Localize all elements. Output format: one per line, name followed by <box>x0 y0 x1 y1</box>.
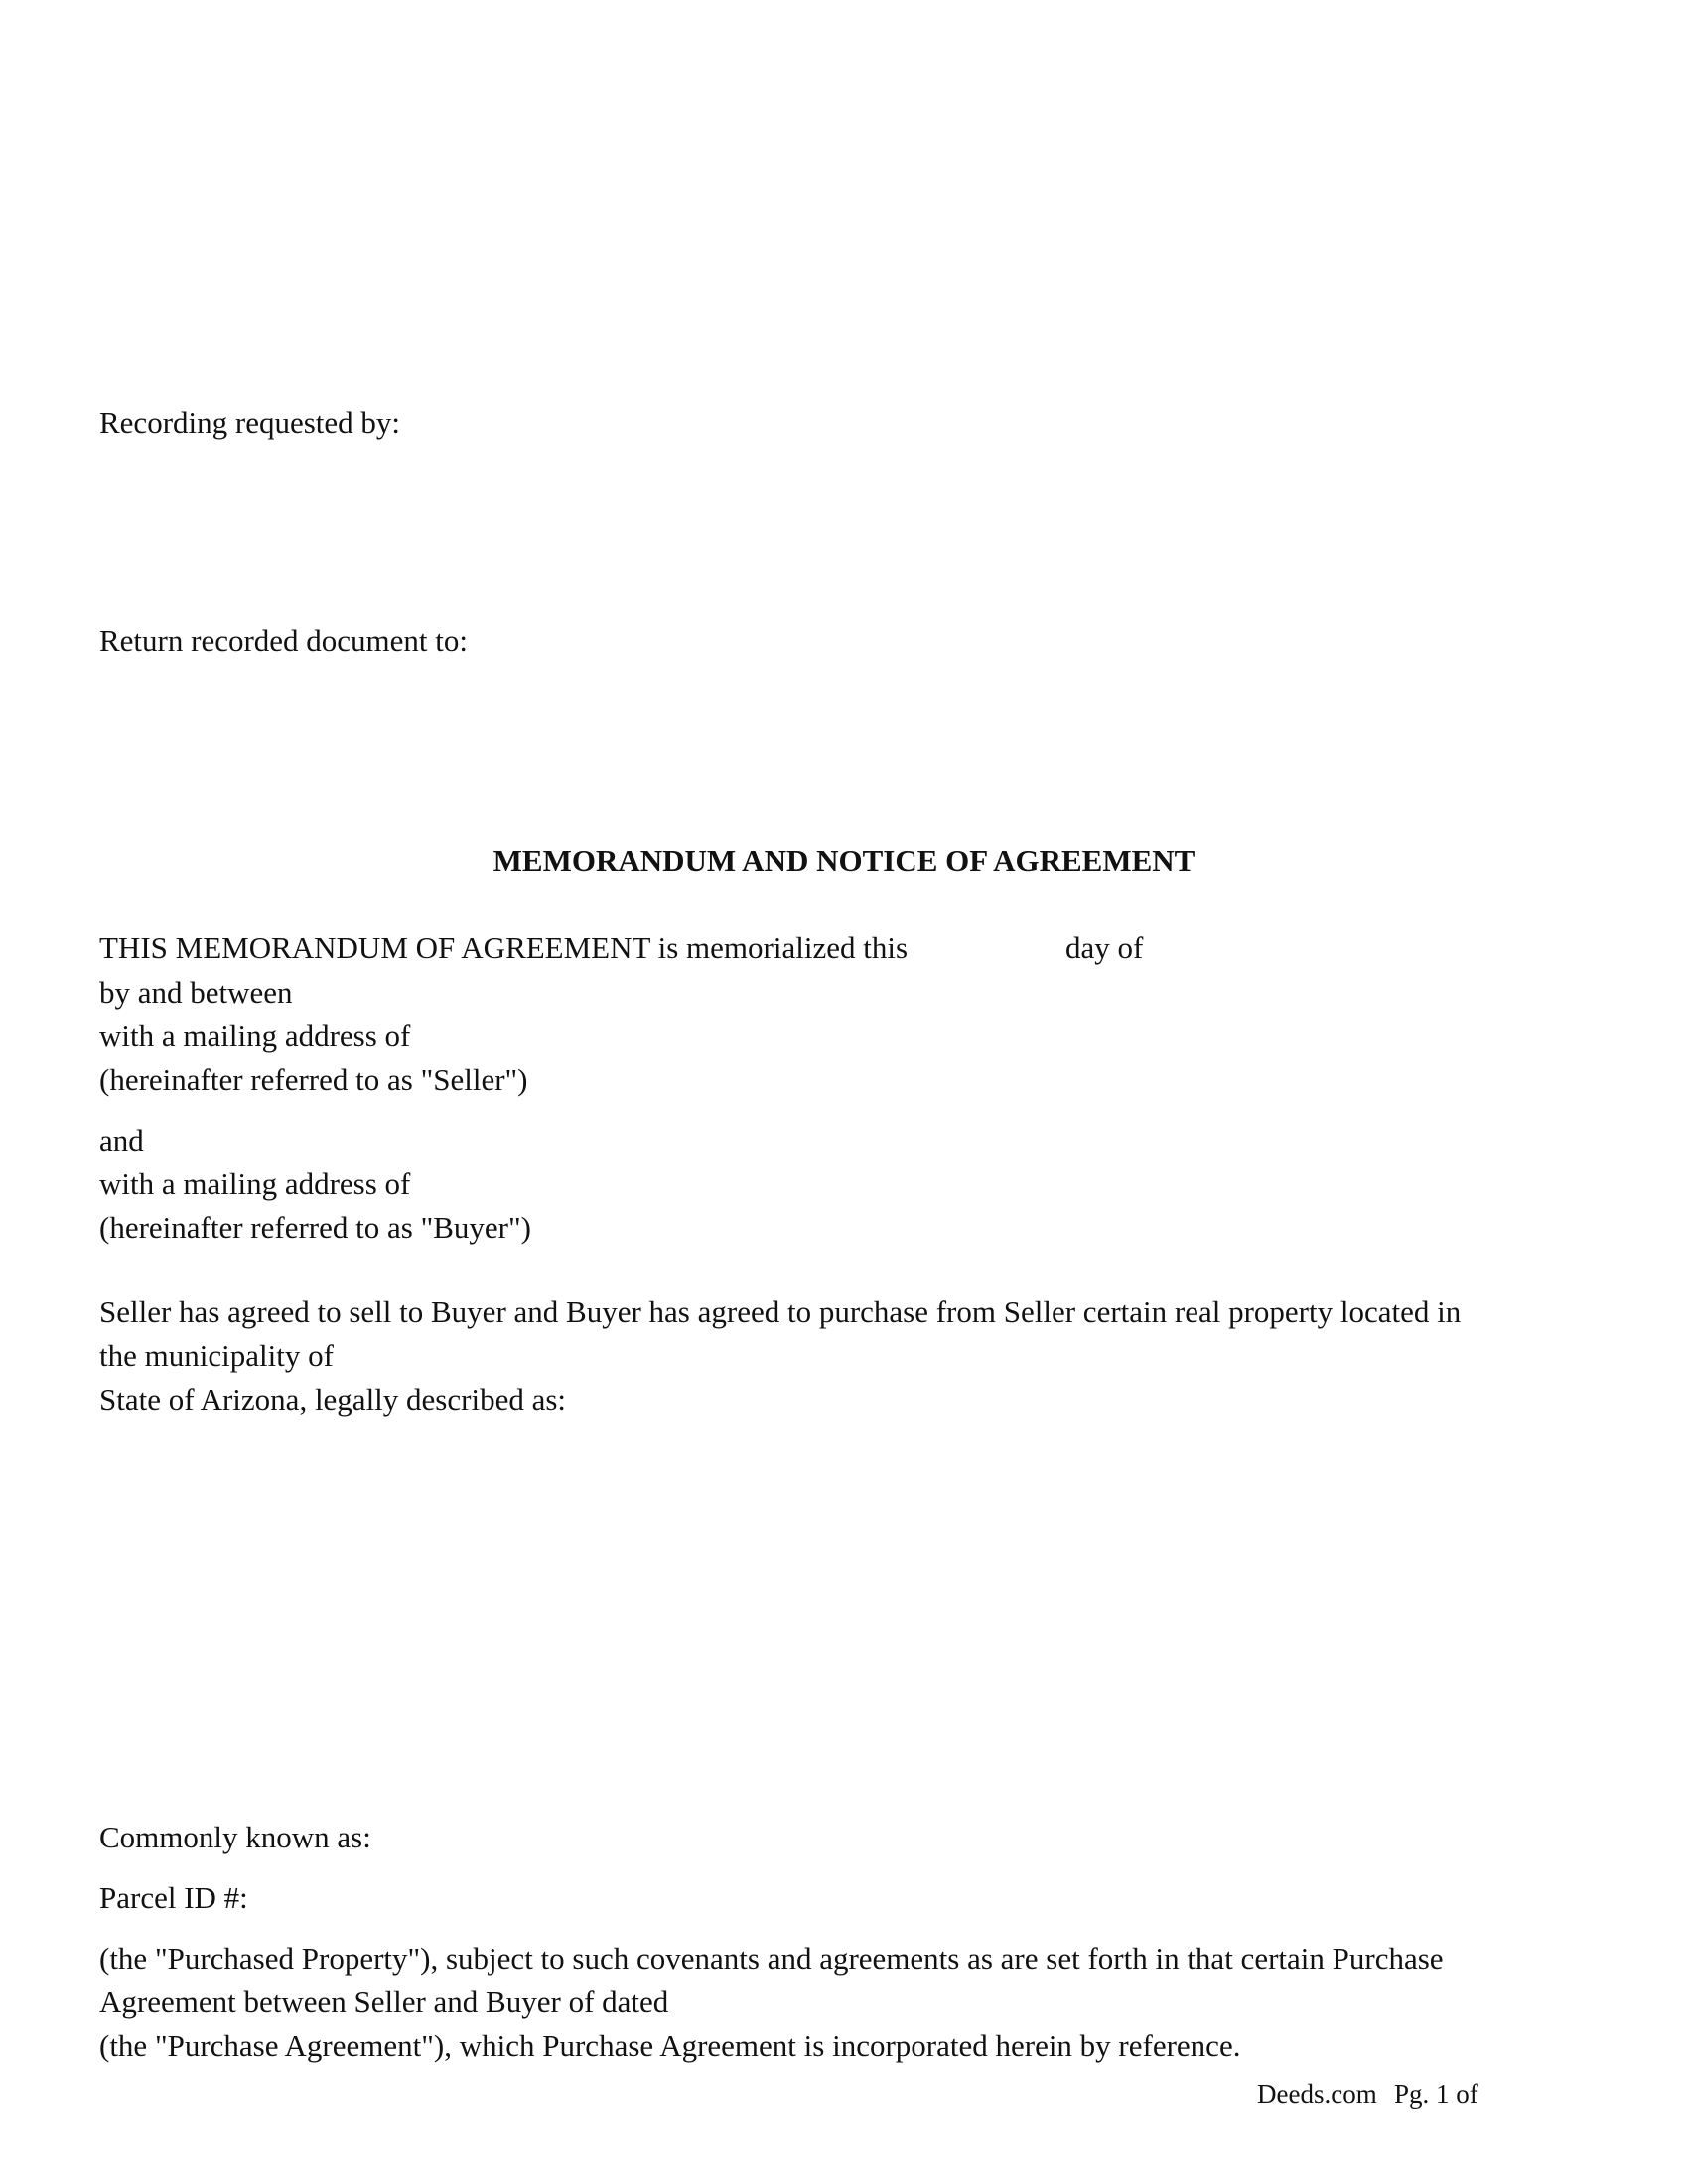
buyer-address-line: with a mailing address of <box>99 1166 411 1201</box>
property-line-1: Seller has agreed to sell to Buyer and Buyer has agreed to purchase from Seller certain real property located in <box>99 1295 1462 1329</box>
parcel-id-label: Parcel ID #: <box>99 1880 248 1915</box>
agreement-line-3: (the "Purchase Agreement"), which Purchase Agreement is incorporated herein by reference. <box>99 2028 1241 2063</box>
agreement-line-1: (the "Purchased Property"), subject to such covenants and agreements as are set forth in that certain Purchase <box>99 1941 1444 1976</box>
footer-site: Deeds.com <box>1257 2079 1377 2109</box>
seller-address-line: with a mailing address of <box>99 1019 411 1053</box>
property-line-3: State of Arizona, legally described as: <box>99 1382 567 1417</box>
footer-page-number: Pg. 1 of <box>1394 2079 1478 2109</box>
by-and-between-line: by and between <box>99 975 293 1010</box>
and-line: and <box>99 1123 144 1158</box>
page-title: MEMORANDUM AND NOTICE OF AGREEMENT <box>492 843 1196 878</box>
seller-reference-line: (hereinafter referred to as "Seller") <box>99 1062 528 1097</box>
commonly-known-label: Commonly known as: <box>99 1820 371 1854</box>
property-line-2: the municipality of <box>99 1338 334 1373</box>
day-of-label: day of <box>1065 930 1144 965</box>
return-document-label: Return recorded document to: <box>99 623 469 658</box>
recording-requested-label: Recording requested by: <box>99 405 401 440</box>
buyer-reference-line: (hereinafter referred to as "Buyer") <box>99 1210 531 1245</box>
agreement-line-2: Agreement between Seller and Buyer of dated <box>99 1984 669 2019</box>
memorialized-line: THIS MEMORANDUM OF AGREEMENT is memorialized this <box>99 930 909 965</box>
